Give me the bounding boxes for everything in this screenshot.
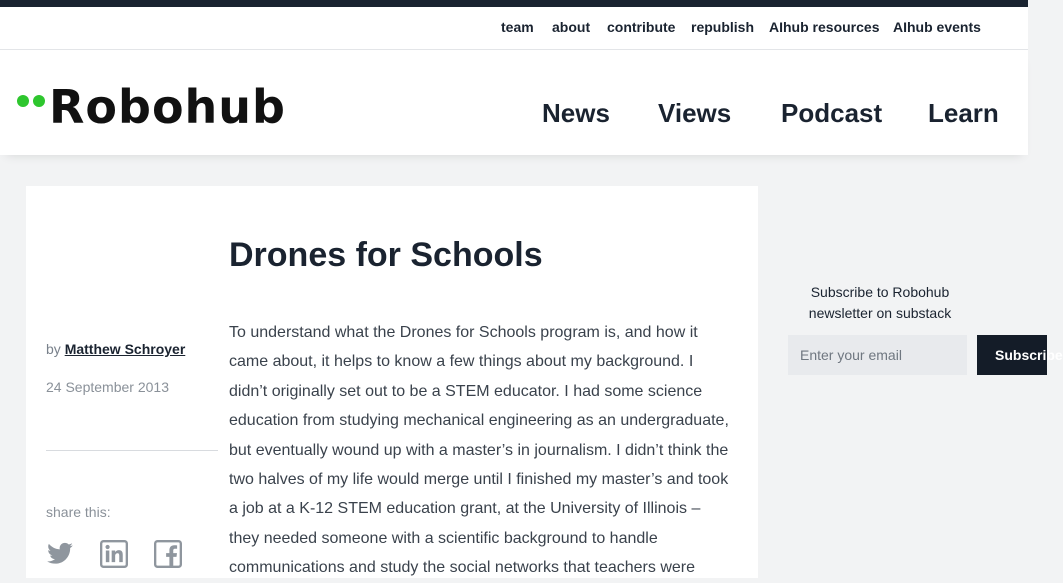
top-link-contribute[interactable]: contribute (607, 19, 676, 35)
author-link[interactable]: Matthew Schroyer (64, 341, 186, 357)
twitter-icon[interactable] (46, 540, 74, 568)
linkedin-icon[interactable] (100, 540, 128, 568)
top-link-team[interactable]: team (501, 19, 534, 35)
top-link-republish[interactable]: republish (691, 19, 755, 35)
email-input[interactable] (788, 335, 967, 375)
article-date: 24 September 2013 (46, 379, 169, 395)
sidebar (760, 186, 1063, 578)
top-strip (0, 0, 1028, 7)
top-link-aihub-resources[interactable]: AIhub resources (769, 19, 880, 35)
top-link-about[interactable]: about (552, 19, 591, 35)
subscribe-button[interactable]: Subscribe (977, 335, 1047, 375)
nav-views[interactable]: Views (658, 98, 732, 128)
nav-learn[interactable]: Learn (928, 98, 999, 128)
article-body: To understand what the Drones for Schools program is, and how it came about, it helps to know a few things about my background. I didn’t originally set out to be a STEM educator. I had some science education from studying mechanical engineering as an undergraduate, but eventually wound up with a master’s in journalism. I didn’t think the two halves of my life would merge until I finished my master’s and took a job at a K-12 STEM education grant, at the University of Illinois – they needed someone with a scientific background to handle communications and study the social networks that teachers were (229, 324, 729, 577)
nav-news[interactable]: News (542, 98, 610, 128)
subscribe-text: Subscribe to Robohub newsletter on substack (808, 284, 952, 321)
logo-text: Robohub (49, 80, 286, 134)
top-links-bar (0, 7, 1028, 50)
robohub-logo[interactable] (17, 80, 286, 136)
article-card (26, 186, 758, 578)
facebook-icon[interactable] (154, 540, 182, 568)
article-title: Drones for Schools (229, 236, 543, 274)
article-byline (46, 341, 185, 357)
share-label: share this: (46, 504, 111, 520)
nav-podcast[interactable]: Podcast (781, 98, 883, 128)
site-header (0, 50, 1028, 155)
logo-dot-icon (17, 95, 29, 107)
top-link-aihub-events[interactable]: AIhub events (893, 19, 981, 35)
meta-divider (46, 450, 218, 451)
byline-prefix: by (46, 341, 61, 357)
logo-dot-icon (33, 95, 45, 107)
